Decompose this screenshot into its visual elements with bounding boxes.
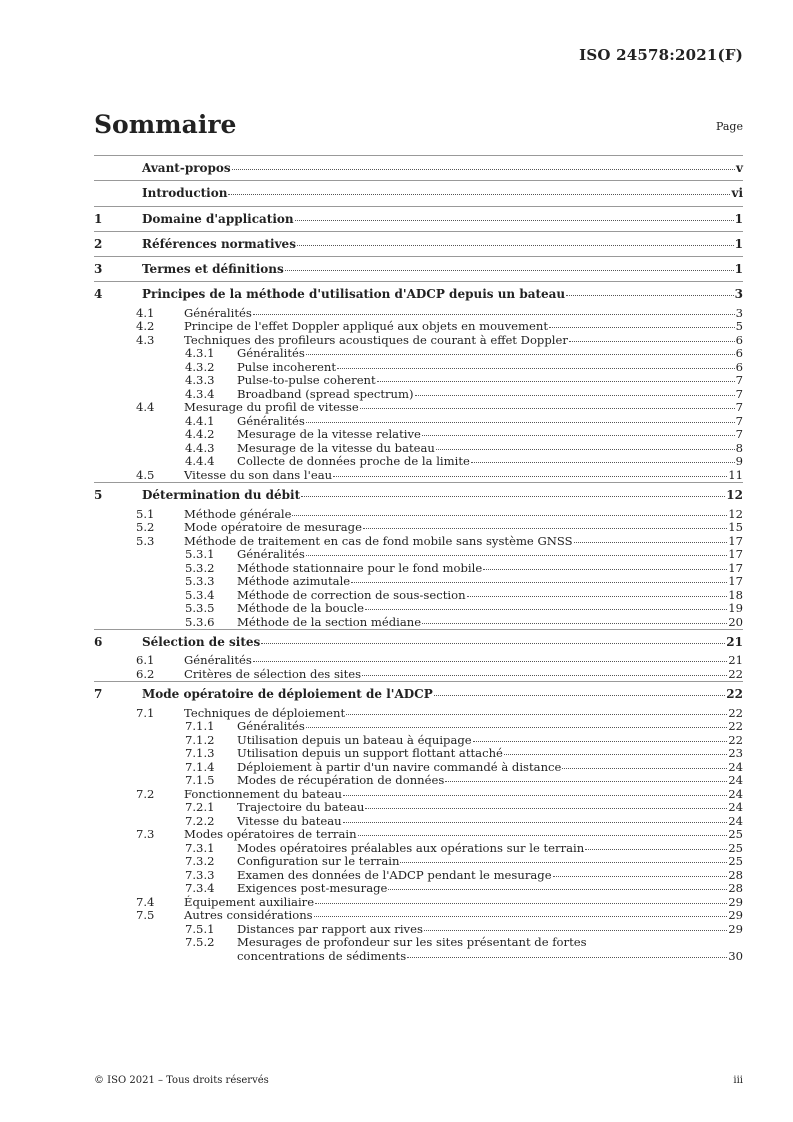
toc-entry[interactable] (94, 909, 743, 923)
toc-leader-dots (306, 727, 727, 728)
toc-entry-title: Configuration sur le terrain (237, 854, 400, 869)
toc-entry-page: 29 (728, 908, 743, 923)
toc-entry[interactable] (94, 896, 743, 910)
toc-entry-number: 5 (94, 488, 103, 503)
toc-entry[interactable] (94, 616, 743, 630)
toc-leader-dots (424, 930, 727, 931)
toc-entry-title: Autres considérations (184, 908, 313, 923)
toc-entry[interactable] (94, 282, 743, 306)
toc-entry-number: 1 (94, 211, 103, 226)
toc-entry-title: Généralités (237, 547, 305, 562)
toc-leader-dots (553, 876, 728, 877)
toc-entry-number: 7 (94, 687, 103, 702)
toc-entry-number: 4.3.3 (185, 373, 215, 388)
toc-entry[interactable] (94, 589, 743, 603)
toc-entry-page: 17 (728, 533, 743, 548)
toc-leader-dots (549, 327, 735, 328)
toc-entry[interactable] (94, 602, 743, 616)
toc-entry[interactable] (94, 788, 743, 802)
toc-leader-dots (566, 295, 733, 296)
toc-leader-dots (292, 515, 727, 516)
toc-entry-number: 4.2 (136, 319, 155, 334)
toc-entry-title: Généralités (184, 305, 252, 320)
toc-entry-title: Broadband (spread spectrum) (237, 386, 414, 401)
toc-entry-title: Méthode de la boucle (237, 601, 365, 616)
toc-entry-title: Mesurages de profondeur sur les sites présentant de fortes (237, 935, 587, 950)
toc-entry[interactable] (94, 334, 743, 348)
toc-entry-number: 7.1.4 (185, 759, 215, 774)
toc-entry-number: 7.3.2 (185, 854, 215, 869)
toc-entry-number: 7.3.4 (185, 881, 215, 896)
toc-entry-number: 4.3 (136, 332, 155, 347)
toc-entry[interactable] (94, 720, 743, 734)
toc-entry-title: Critères de sélection des sites (184, 666, 362, 681)
toc-entry-page: 22 (728, 719, 743, 734)
toc-entry-page: 22 (728, 666, 743, 681)
toc-leader-dots (358, 835, 728, 836)
toc-entry[interactable] (94, 320, 743, 334)
toc-entry-page: 19 (728, 601, 743, 616)
toc-leader-dots (228, 194, 730, 195)
toc-leader-dots (285, 270, 734, 271)
toc-entry-number: 5.3.3 (185, 574, 215, 589)
toc-entry-number: 5.3.4 (185, 587, 215, 602)
toc-entry[interactable] (94, 428, 743, 442)
toc-leader-dots (295, 220, 734, 221)
toc-entry-title: Méthode stationnaire pour le fond mobile (237, 560, 483, 575)
toc-entry-number: 4.3.2 (185, 359, 215, 374)
toc-entry-page: 21 (728, 653, 743, 668)
toc-leader-dots (343, 822, 728, 823)
toc-leader-dots (422, 435, 735, 436)
toc-entry-page: 3 (734, 287, 743, 302)
toc-leader-dots (574, 542, 728, 543)
toc-leader-dots (315, 903, 727, 904)
toc-entry-title: Modes opératoires de terrain (184, 827, 357, 842)
toc-entry-number: 5.3.6 (185, 614, 215, 629)
toc-leader-dots (415, 395, 735, 396)
toc-entry-number: 6.2 (136, 666, 155, 681)
page-column-label: Page (715, 120, 743, 133)
toc-entry-title: Techniques de déploiement (184, 705, 346, 720)
table-of-contents (94, 155, 743, 963)
toc-entry[interactable] (94, 575, 743, 589)
toc-entry[interactable] (94, 654, 743, 668)
toc-entry-number: 5.3.2 (185, 560, 215, 575)
toc-entry-page: 17 (728, 574, 743, 589)
toc-entry-number: 3 (94, 262, 103, 277)
toc-leader-dots (467, 596, 728, 597)
toc-entry-page: 5 (735, 319, 743, 334)
toc-leader-dots (346, 714, 727, 715)
toc-entry-title: Vitesse du bateau (237, 813, 342, 828)
toc-leader-dots (351, 582, 727, 583)
toc-entry-number: 7.2.2 (185, 813, 215, 828)
toc-entry-number: 6 (94, 635, 103, 650)
toc-entry[interactable] (94, 347, 743, 361)
toc-entry-number: 7.1 (136, 705, 155, 720)
toc-entry-number: 2 (94, 236, 103, 251)
toc-entry-title: Vitesse du son dans l'eau (184, 467, 333, 482)
toc-leader-dots (232, 169, 735, 170)
toc-entry[interactable] (94, 801, 743, 815)
toc-entry[interactable] (94, 156, 743, 180)
toc-leader-dots (377, 381, 735, 382)
toc-leader-dots (471, 462, 735, 463)
toc-entry-number: 5.1 (136, 506, 155, 521)
toc-entry-number: 7.5 (136, 908, 155, 923)
footer-copyright: © ISO 2021 – Tous droits réservés (94, 1075, 269, 1086)
toc-entry-title: Exigences post-mesurage (237, 881, 388, 896)
toc-entry-title: Généralités (237, 346, 305, 361)
toc-entry-number: 7.4 (136, 894, 155, 909)
toc-entry-page: 18 (728, 587, 743, 602)
toc-entry-title: Fonctionnement du bateau (184, 786, 342, 801)
toc-entry-page: v (736, 161, 743, 175)
toc-leader-dots (314, 916, 728, 917)
toc-entry-title: Mode opératoire de mesurage (184, 520, 362, 535)
toc-entry-page: 6 (735, 332, 743, 347)
toc-entry[interactable] (94, 455, 743, 469)
toc-entry[interactable] (94, 842, 743, 856)
toc-entry[interactable] (94, 815, 743, 829)
toc-leader-dots (400, 862, 727, 863)
toc-entry-page: 28 (728, 881, 743, 896)
toc-entry-title: Principes de la méthode d'utilisation d'ADCP depuis un bateau (142, 287, 566, 302)
toc-entry-title: Examen des données de l'ADCP pendant le mesurage (237, 867, 552, 882)
toc-leader-dots (422, 623, 727, 624)
toc-entry-title: Sélection de sites (142, 635, 261, 650)
toc-entry-title: Équipement auxiliaire (184, 894, 315, 909)
toc-entry-page: 8 (735, 440, 743, 455)
toc-entry-title: Généralités (237, 719, 305, 734)
toc-entry-title: Mesurage de la vitesse du bateau (237, 440, 435, 455)
toc-entry-title: Méthode générale (184, 506, 292, 521)
toc-entry-title: Pulse-to-pulse coherent (237, 373, 376, 388)
toc-entry-title: Mesurage du profil de vitesse (184, 400, 359, 415)
toc-entry-title: Termes et définitions (142, 262, 284, 277)
toc-entry-number: 4.4.2 (185, 427, 215, 442)
toc-entry-number: 4.3.4 (185, 386, 215, 401)
toc-entry-page: 7 (735, 413, 743, 428)
toc-entry-title: Généralités (184, 653, 252, 668)
toc-entry-page: 25 (728, 840, 743, 855)
toc-leader-dots (504, 754, 727, 755)
toc-entry-page: 22 (728, 732, 743, 747)
toc-entry-title: Références normatives (142, 236, 296, 251)
toc-entry-number: 5.3.1 (185, 547, 215, 562)
toc-entry-number: 7.3.1 (185, 840, 215, 855)
toc-entry-page: 6 (735, 346, 743, 361)
page-title: Sommaire (94, 110, 237, 139)
toc-entry[interactable] (94, 548, 743, 562)
toc-entry-number: 5.3 (136, 533, 155, 548)
toc-entry-number: 4 (94, 287, 103, 302)
toc-entry-number: 4.4.3 (185, 440, 215, 455)
toc-leader-dots (483, 569, 727, 570)
toc-entry-title: Utilisation depuis un support flottant attaché (237, 746, 503, 761)
toc-entry-page: 6 (735, 359, 743, 374)
toc-leader-dots (253, 661, 727, 662)
toc-entry-title: Méthode de la section médiane (237, 614, 422, 629)
toc-entry-page: 15 (728, 520, 743, 535)
toc-entry[interactable] (94, 882, 743, 896)
toc-entry[interactable] (94, 374, 743, 388)
toc-entry[interactable] (94, 923, 743, 937)
toc-entry-title: Domaine d'application (142, 211, 294, 226)
toc-leader-dots (337, 368, 735, 369)
toc-entry-page: 7 (735, 427, 743, 442)
toc-entry-page: 25 (728, 854, 743, 869)
toc-entry-number: 4.3.1 (185, 346, 215, 361)
toc-entry[interactable] (94, 415, 743, 429)
toc-leader-dots (363, 528, 727, 529)
toc-entry[interactable] (94, 668, 743, 682)
toc-entry-title: Utilisation depuis un bateau à équipage (237, 732, 472, 747)
toc-entry-title: Mesurage de la vitesse relative (237, 427, 421, 442)
toc-entry-page: 29 (728, 921, 743, 936)
toc-entry-number: 5.3.5 (185, 601, 215, 616)
toc-entry-number: 7.1.3 (185, 746, 215, 761)
toc-entry-number: 7.5.2 (185, 935, 215, 950)
toc-leader-dots (261, 643, 725, 644)
toc-entry-title: Introduction (142, 186, 228, 201)
toc-leader-dots (562, 768, 727, 769)
toc-entry-title: Détermination du débit (142, 488, 301, 503)
toc-entry[interactable] (94, 535, 743, 549)
toc-entry-page: 12 (728, 506, 743, 521)
toc-leader-dots (569, 341, 735, 342)
toc-leader-dots (365, 808, 727, 809)
toc-entry[interactable] (94, 361, 743, 375)
toc-entry-number: 4.1 (136, 305, 155, 320)
toc-entry-page: 1 (734, 236, 743, 251)
toc-leader-dots (436, 449, 735, 450)
toc-entry-page: 1 (734, 262, 743, 277)
toc-entry-number: 7.1.5 (185, 773, 215, 788)
toc-entry[interactable] (94, 774, 743, 788)
toc-entry-page: 28 (728, 867, 743, 882)
toc-entry-page: vi (731, 186, 743, 201)
toc-entry-number: 7.3.3 (185, 867, 215, 882)
toc-entry-page: 25 (728, 827, 743, 842)
toc-entry[interactable] (94, 483, 743, 507)
toc-entry-page: 24 (728, 773, 743, 788)
toc-entry-page: 24 (728, 800, 743, 815)
toc-entry-number: 5.2 (136, 520, 155, 535)
toc-leader-dots (306, 555, 727, 556)
toc-entry-page: 1 (734, 211, 743, 226)
toc-entry-title: Méthode azimutale (237, 574, 351, 589)
toc-entry[interactable] (94, 388, 743, 402)
toc-entry[interactable] (94, 828, 743, 842)
toc-entry[interactable] (94, 747, 743, 761)
toc-entry-title: Techniques des profileurs acoustiques de courant à effet Doppler (184, 332, 568, 347)
toc-entry-title: Généralités (237, 413, 305, 428)
document-id: ISO 24578:2021(F) (579, 46, 743, 64)
toc-entry-title: Déploiement à partir d'un navire commandé à distance (237, 759, 562, 774)
toc-entry[interactable] (94, 469, 743, 483)
toc-entry[interactable] (94, 707, 743, 721)
toc-entry-number: 4.5 (136, 467, 155, 482)
toc-entry-title: Mode opératoire de déploiement de l'ADCP (142, 687, 433, 702)
toc-entry-page: 12 (726, 488, 743, 503)
toc-leader-dots (434, 695, 726, 696)
toc-entry-title: Principe de l'effet Doppler appliqué aux objets en mouvement (184, 319, 548, 334)
toc-entry-page: 7 (735, 373, 743, 388)
toc-entry-page: 22 (728, 705, 743, 720)
toc-entry-page: 11 (728, 467, 743, 482)
toc-entry-number: 4.4.4 (185, 454, 215, 469)
toc-entry-number: 7.2 (136, 786, 155, 801)
toc-leader-dots (365, 609, 727, 610)
toc-entry[interactable] (94, 257, 743, 281)
toc-leader-dots (343, 795, 727, 796)
toc-entry[interactable] (94, 307, 743, 321)
toc-entry-number: 7.1.2 (185, 732, 215, 747)
toc-entry-page: 17 (728, 547, 743, 562)
toc-entry[interactable] (94, 508, 743, 522)
toc-entry-number: 7.2.1 (185, 800, 215, 815)
toc-entry-page: 21 (726, 635, 743, 650)
toc-entry-number: 7.1.1 (185, 719, 215, 734)
toc-leader-dots (333, 476, 727, 477)
toc-entry-page: 24 (728, 786, 743, 801)
toc-entry[interactable] (94, 401, 743, 415)
toc-entry[interactable] (94, 207, 743, 231)
toc-leader-dots (407, 957, 727, 958)
toc-leader-dots (360, 408, 735, 409)
toc-leader-dots (388, 889, 727, 890)
toc-entry-number: 6.1 (136, 653, 155, 668)
toc-entry[interactable] (94, 734, 743, 748)
toc-leader-dots (253, 314, 735, 315)
toc-entry-title: Modes opératoires préalables aux opérations sur le terrain (237, 840, 585, 855)
toc-entry-number: 4.4.1 (185, 413, 215, 428)
toc-entry[interactable] (94, 442, 743, 456)
toc-leader-dots (301, 496, 725, 497)
toc-leader-dots (306, 422, 735, 423)
toc-leader-dots (362, 675, 727, 676)
toc-entry-title: Avant-propos (142, 161, 231, 175)
toc-entry-title: Distances par rapport aux rives (237, 921, 423, 936)
toc-entry-page: 7 (735, 386, 743, 401)
toc-entry-page: 3 (735, 305, 743, 320)
toc-entry-page: 23 (728, 746, 743, 761)
toc-leader-dots (473, 741, 728, 742)
toc-entry-number: 7.3 (136, 827, 155, 842)
toc-entry-page: 29 (728, 894, 743, 909)
toc-leader-dots (585, 849, 727, 850)
toc-entry[interactable] (94, 181, 743, 205)
toc-entry-page: 24 (728, 759, 743, 774)
toc-entry-page: 24 (728, 813, 743, 828)
toc-entry-number: 7.5.1 (185, 921, 215, 936)
toc-entry[interactable] (94, 936, 743, 963)
toc-leader-dots (297, 245, 734, 246)
toc-entry-number: 4.4 (136, 400, 155, 415)
toc-entry[interactable] (94, 521, 743, 535)
toc-leader-dots (445, 781, 727, 782)
toc-leader-dots (306, 354, 735, 355)
toc-entry[interactable] (94, 761, 743, 775)
toc-entry[interactable] (94, 869, 743, 883)
toc-entry[interactable] (94, 562, 743, 576)
toc-entry-page: 9 (735, 454, 743, 469)
toc-entry-page: 20 (728, 614, 743, 629)
toc-entry-title: Méthode de correction de sous-section (237, 587, 466, 602)
toc-entry-title-continued: concentrations de sédiments (237, 948, 407, 963)
toc-entry[interactable] (94, 630, 743, 654)
toc-entry-page: 7 (735, 400, 743, 415)
footer-page-number: iii (733, 1075, 743, 1086)
toc-entry-title: Modes de récupération de données (237, 773, 445, 788)
toc-entry-title: Pulse incoherent (237, 359, 336, 374)
toc-entry[interactable] (94, 855, 743, 869)
toc-entry[interactable] (94, 232, 743, 256)
toc-entry-title: Collecte de données proche de la limite (237, 454, 470, 469)
toc-entry-title: Méthode de traitement en cas de fond mobile sans système GNSS (184, 533, 573, 548)
toc-entry-page: 22 (726, 687, 743, 702)
toc-entry[interactable] (94, 682, 743, 706)
toc-entry-page: 17 (728, 560, 743, 575)
toc-entry-page: 30 (728, 948, 743, 963)
toc-entry-title: Trajectoire du bateau (237, 800, 365, 815)
